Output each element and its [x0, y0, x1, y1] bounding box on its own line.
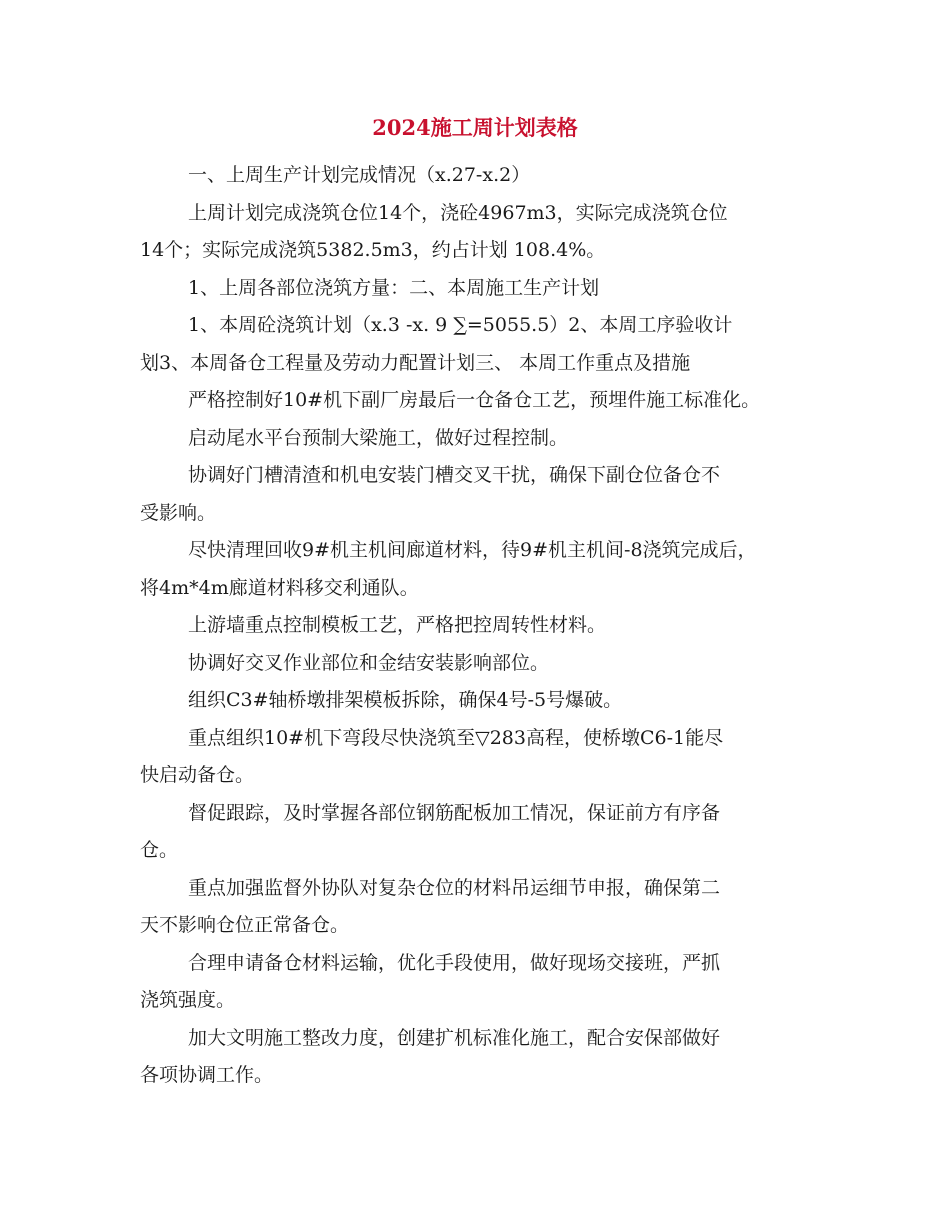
- paragraph: [140, 532, 830, 607]
- line: 仓。: [140, 839, 179, 861]
- line: 尽快清理回收9#机主机间廊道材料，待9#机主机间-8浇筑完成后，: [188, 539, 757, 561]
- document-title: 2024施工周计划表格: [372, 115, 578, 140]
- line: 协调好交叉作业部位和金结安装影响部位。: [188, 651, 550, 674]
- paragraph: [140, 307, 830, 382]
- paragraph: [140, 270, 830, 308]
- line: 重点组织10#机下弯段尽快浇筑至▽283高程，使桥墩C6-1能尽: [188, 726, 724, 749]
- line: 浇筑强度。: [140, 989, 236, 1011]
- paragraph: [140, 1020, 830, 1095]
- paragraph: [140, 457, 830, 532]
- line: 上周计划完成浇筑仓位14个，浇砼4967m3，实际完成浇筑仓位: [188, 201, 728, 224]
- line: 划3、本周备仓工程量及劳动力配置计划三、 本周工作重点及措施: [140, 351, 691, 374]
- paragraph: [140, 157, 830, 195]
- paragraph: [140, 795, 830, 870]
- document-body: [140, 157, 830, 1095]
- line: 受影响。: [140, 501, 217, 524]
- paragraph: [140, 195, 830, 270]
- line: 协调好门槽清渣和机电安装门槽交叉干扰，确保下副仓位备仓不: [188, 464, 721, 486]
- line: 天不影响仓位正常备仓。: [140, 914, 350, 936]
- line: 1、上周各部位浇筑方量：二、本周施工生产计划: [188, 276, 600, 299]
- line: 启动尾水平台预制大梁施工，做好过程控制。: [188, 426, 569, 449]
- line: 14个；实际完成浇筑5382.5m3，约占计划 108.4%。: [140, 239, 606, 261]
- paragraph: [140, 382, 830, 420]
- paragraph: [140, 645, 830, 683]
- line: 快启动备仓。: [140, 764, 255, 786]
- paragraph: [140, 720, 830, 795]
- line: 加大文明施工整改力度，创建扩机标准化施工，配合安保部做好: [188, 1026, 721, 1049]
- paragraph: [140, 682, 830, 720]
- line: 组织C3#轴桥墩排架模板拆除，确保4号-5号爆破。: [188, 689, 623, 711]
- line: 合理申请备仓材料运输，优化手段使用，做好现场交接班，严抓: [188, 951, 721, 974]
- line: 督促跟踪，及时掌握各部位钢筋配板加工情况，保证前方有序备: [188, 801, 721, 824]
- line: 1、本周砼浇筑计划（x.3 -x. 9 ∑=5055.5）2、本周工序验收计: [188, 314, 733, 336]
- line: 严格控制好10#机下副厂房最后一仓备仓工艺，预埋件施工标准化。: [188, 389, 761, 411]
- paragraph: [140, 870, 830, 945]
- line: 上游墙重点控制模板工艺，严格把控周转性材料。: [188, 614, 607, 636]
- line: 重点加强监督外协队对复杂仓位的材料吊运细节申报，确保第二: [188, 876, 721, 899]
- line: 一、上周生产计划完成情况（x.27-x.2）: [188, 164, 531, 186]
- line: 将4m*4m廊道材料移交利通队。: [140, 576, 419, 599]
- paragraph: [140, 945, 830, 1020]
- paragraph: [140, 607, 830, 645]
- paragraph: [140, 420, 830, 458]
- line: 各项协调工作。: [140, 1064, 274, 1086]
